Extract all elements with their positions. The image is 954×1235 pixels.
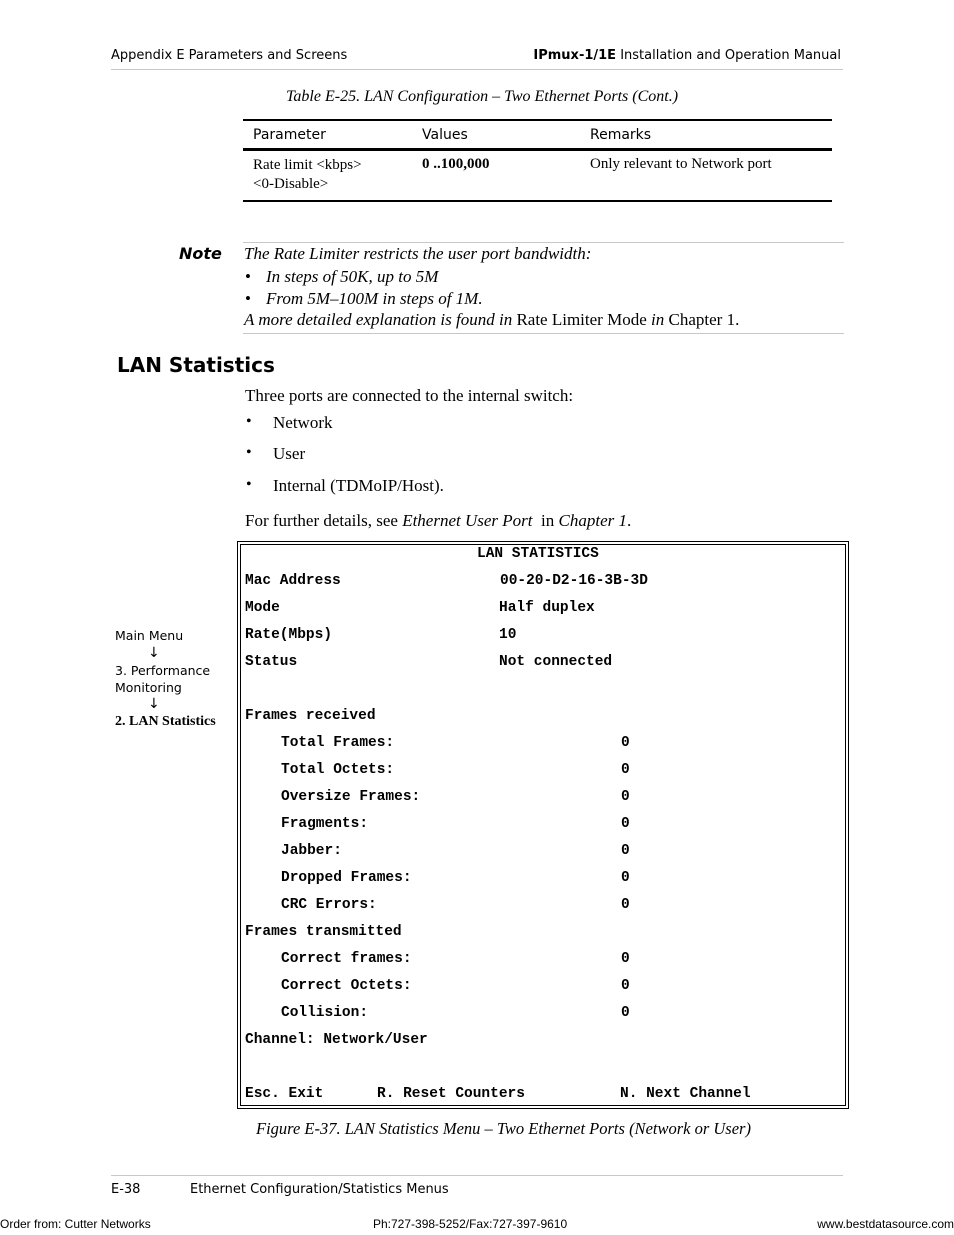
note-top-rule	[243, 242, 844, 243]
note-intro: The Rate Limiter restricts the user port bandwidth:	[244, 244, 592, 263]
terminal-title: LAN STATISTICS	[477, 546, 599, 562]
table-cell-remarks: Only relevant to Network port	[590, 156, 772, 172]
channel-line: Channel: Network/User	[245, 1032, 428, 1048]
footer-section: Ethernet Configuration/Statistics Menus	[190, 1182, 449, 1197]
counter-value: 0	[621, 735, 630, 751]
figure-caption: Figure E-37. LAN Statistics Menu – Two Ethernet Ports (Network or User)	[256, 1119, 751, 1138]
header-divider	[111, 69, 843, 70]
status-value: Not connected	[499, 654, 613, 670]
mac-address-value: 00-20-D2-16-3B-3D	[500, 573, 648, 589]
note-bottom-rule	[243, 333, 844, 334]
counter-label: Fragments:	[281, 816, 369, 832]
counter-label: CRC Errors:	[281, 897, 377, 913]
port-list-item: Internal (TDMoIP/Host).	[273, 476, 444, 495]
website-link[interactable]: www.bestdatasource.com	[817, 1217, 954, 1231]
bullet-dot: •	[245, 267, 251, 286]
counter-value: 0	[621, 978, 630, 994]
further-prefix: For further details, see	[245, 511, 403, 530]
table-bottom-rule	[243, 200, 832, 202]
frames-received-heading: Frames received	[245, 708, 376, 724]
counter-value: 0	[621, 870, 630, 886]
order-source: Order from: Cutter Networks	[0, 1217, 151, 1231]
status-label: Status	[245, 654, 298, 670]
page-number: E-38	[111, 1182, 141, 1197]
bullet-dot: •	[246, 413, 252, 430]
exit-command[interactable]: Esc. Exit	[245, 1086, 324, 1102]
counter-label: Jabber:	[281, 843, 342, 859]
counter-label: Dropped Frames:	[281, 870, 412, 886]
counter-value: 0	[621, 951, 630, 967]
counter-label: Total Frames:	[281, 735, 395, 751]
menu-path-performance: 3. Performance	[115, 663, 211, 678]
counter-label: Correct Octets:	[281, 978, 412, 994]
further-mid: in	[532, 511, 559, 530]
note-bullet	[245, 289, 251, 309]
bullet-dot: •	[246, 476, 252, 493]
note-more-mid: in	[646, 310, 669, 329]
note-label: Note	[179, 244, 222, 263]
note-more-end: .	[735, 310, 740, 329]
manual-product-name: IPmux-1/1E	[533, 48, 617, 63]
manual-title-rest: Installation and Operation Manual	[616, 48, 841, 63]
bullet-dot: •	[246, 444, 252, 461]
parameter-line: <0-Disable>	[253, 176, 329, 192]
running-header-left: Appendix E Parameters and Screens	[111, 48, 348, 63]
table-header-row	[243, 119, 832, 151]
note-more-prefix: A more detailed explanation is found in	[244, 310, 517, 329]
counter-label: Correct frames:	[281, 951, 412, 967]
mac-address-label: Mac Address	[245, 573, 341, 589]
rate-value: 10	[499, 627, 517, 643]
counter-value: 0	[621, 816, 630, 832]
down-arrow-icon: ↓	[148, 696, 160, 712]
reset-counters-command[interactable]: R. Reset Counters	[377, 1086, 525, 1102]
section-title: LAN Statistics	[117, 353, 275, 377]
frames-transmitted-heading: Frames transmitted	[245, 924, 402, 940]
next-channel-command[interactable]: N. Next Channel	[620, 1086, 751, 1102]
counter-value: 0	[621, 762, 630, 778]
table-caption: Table E-25. LAN Configuration – Two Ethernet Ports (Cont.)	[286, 88, 679, 105]
menu-path-performance-cont: Monitoring	[115, 680, 182, 695]
ethernet-user-port-link[interactable]: Ethernet User Port	[402, 511, 533, 530]
further-end: .	[627, 511, 632, 530]
counter-value: 0	[621, 789, 630, 805]
column-header-remarks: Remarks	[590, 127, 652, 143]
chapter-reference[interactable]: Chapter 1	[558, 511, 627, 530]
further-details	[245, 511, 631, 531]
note-more-info	[244, 310, 739, 330]
table-cell-parameter	[253, 156, 362, 194]
counter-value: 0	[621, 843, 630, 859]
counter-label: Collision:	[281, 1005, 369, 1021]
port-list-item: Network	[273, 413, 333, 432]
contact-phone: Ph:727-398-5252/Fax:727-397-9610	[373, 1217, 568, 1231]
counter-label: Total Octets:	[281, 762, 395, 778]
port-list-item: User	[273, 444, 306, 463]
parameter-line: Rate limit <kbps>	[253, 157, 362, 173]
down-arrow-icon: ↓	[148, 645, 160, 661]
column-header-parameter: Parameter	[253, 127, 326, 143]
table-cell-values: 0 ..100,000	[422, 156, 490, 172]
mode-label: Mode	[245, 600, 280, 616]
footer-divider	[111, 1175, 843, 1176]
mode-value: Half duplex	[499, 600, 595, 616]
bullet-dot: •	[245, 289, 251, 308]
chapter-reference[interactable]: Chapter 1	[668, 310, 736, 329]
rate-label: Rate(Mbps)	[245, 627, 333, 643]
note-bullet	[245, 267, 251, 287]
menu-path-current: 2. LAN Statistics	[115, 714, 216, 729]
column-header-values: Values	[422, 127, 468, 143]
note-bullet-text: In steps of 50K, up to 5M	[266, 267, 439, 286]
rate-limiter-mode-link[interactable]: Rate Limiter Mode	[516, 310, 647, 329]
note-bullet-text: From 5M–100M in steps of 1M.	[266, 289, 483, 308]
counter-value: 0	[621, 897, 630, 913]
section-intro: Three ports are connected to the internal switch:	[245, 386, 574, 405]
running-header-right	[533, 48, 841, 63]
counter-label: Oversize Frames:	[281, 789, 421, 805]
counter-value: 0	[621, 1005, 630, 1021]
menu-path-main: Main Menu	[115, 628, 184, 643]
